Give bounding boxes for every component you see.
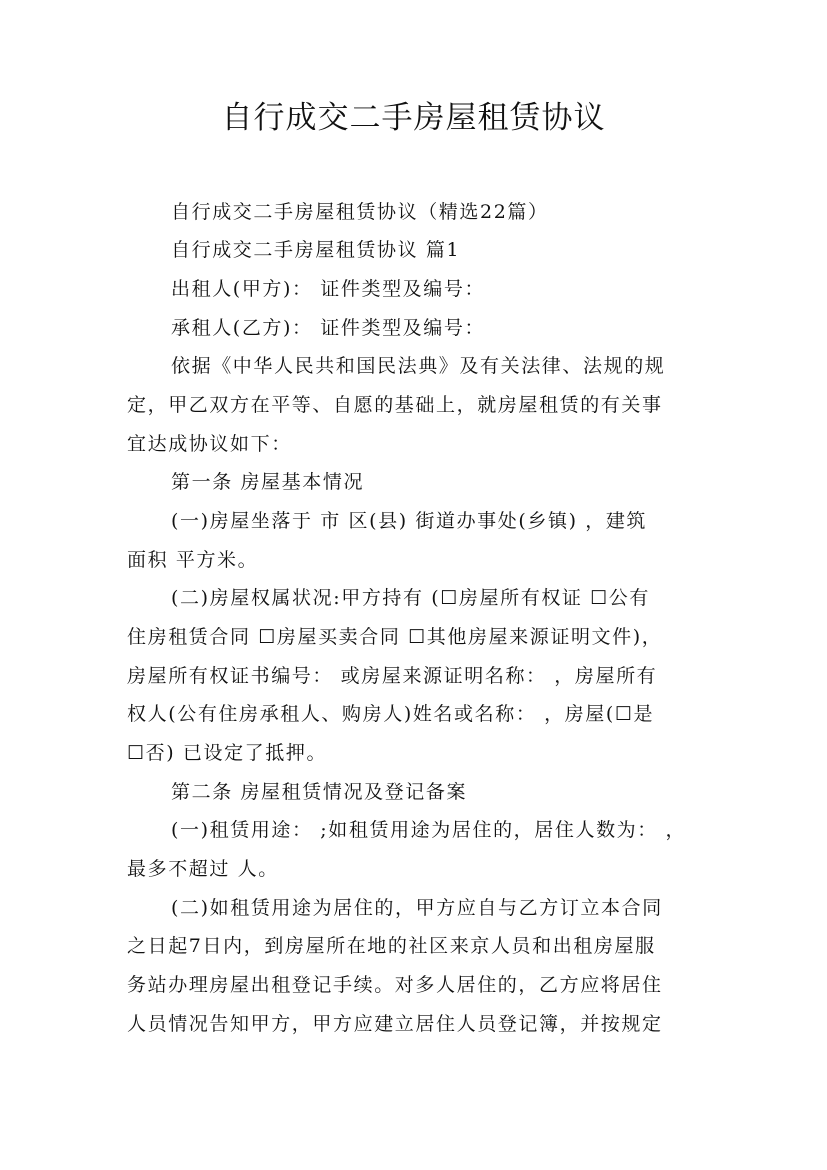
text-line: 承租人(乙方)： 证件类型及编号：	[171, 317, 486, 339]
text-line: (一)租赁用途： ;如租赁用途为居住的，居住人数为： ，	[171, 819, 687, 841]
text-line: 自行成交二手房屋租赁协议 篇1	[171, 239, 461, 261]
text-line: 人员情况告知甲方，甲方应建立居住人员登记簿，并按规定	[127, 1013, 663, 1035]
text-line: 最多不超过 人。	[127, 858, 279, 880]
document-title: 自行成交二手房屋租赁协议	[221, 100, 606, 136]
text-line: ☐否) 已设定了抵押。	[127, 742, 328, 764]
text-line: (一)房屋坐落于 市 区(县) 街道办事处(乡镇) ，建筑	[171, 510, 648, 532]
text-line: 房屋所有权证书编号： 或房屋来源证明名称： ，房屋所有	[127, 665, 658, 687]
section-heading: 第一条 房屋基本情况	[171, 471, 365, 493]
text-line: 务站办理房屋出租登记手续。对多人居住的，乙方应将居住	[127, 974, 663, 996]
text-line: 权人(公有住房承租人、购房人)姓名或名称： ，房屋(☐是	[127, 703, 655, 725]
text-line: 定，甲乙双方在平等、自愿的基础上，就房屋租赁的有关事	[127, 394, 663, 416]
text-line: (二)如租赁用途为居住的，甲方应自与乙方订立本合同	[171, 897, 663, 919]
text-line: (二)房屋权属状况:甲方持有 (☐房屋所有权证 ☐公有	[171, 587, 650, 609]
text-line: 之日起7日内，到房屋所在地的社区来京人员和出租房屋服	[127, 935, 656, 957]
text-line: 宜达成协议如下：	[127, 433, 292, 455]
text-line: 面积 平方米。	[127, 549, 259, 571]
text-line: 依据《中华人民共和国民法典》及有关法律、法规的规	[171, 355, 666, 377]
section-heading: 第二条 房屋租赁情况及登记备案	[171, 781, 468, 803]
text-line: 出租人(甲方)： 证件类型及编号：	[171, 278, 486, 300]
text-line: 住房租赁合同 ☐房屋买卖合同 ☐其他房屋来源证明文件)，	[127, 626, 663, 648]
text-line: 自行成交二手房屋租赁协议（精选22篇）	[171, 201, 549, 223]
